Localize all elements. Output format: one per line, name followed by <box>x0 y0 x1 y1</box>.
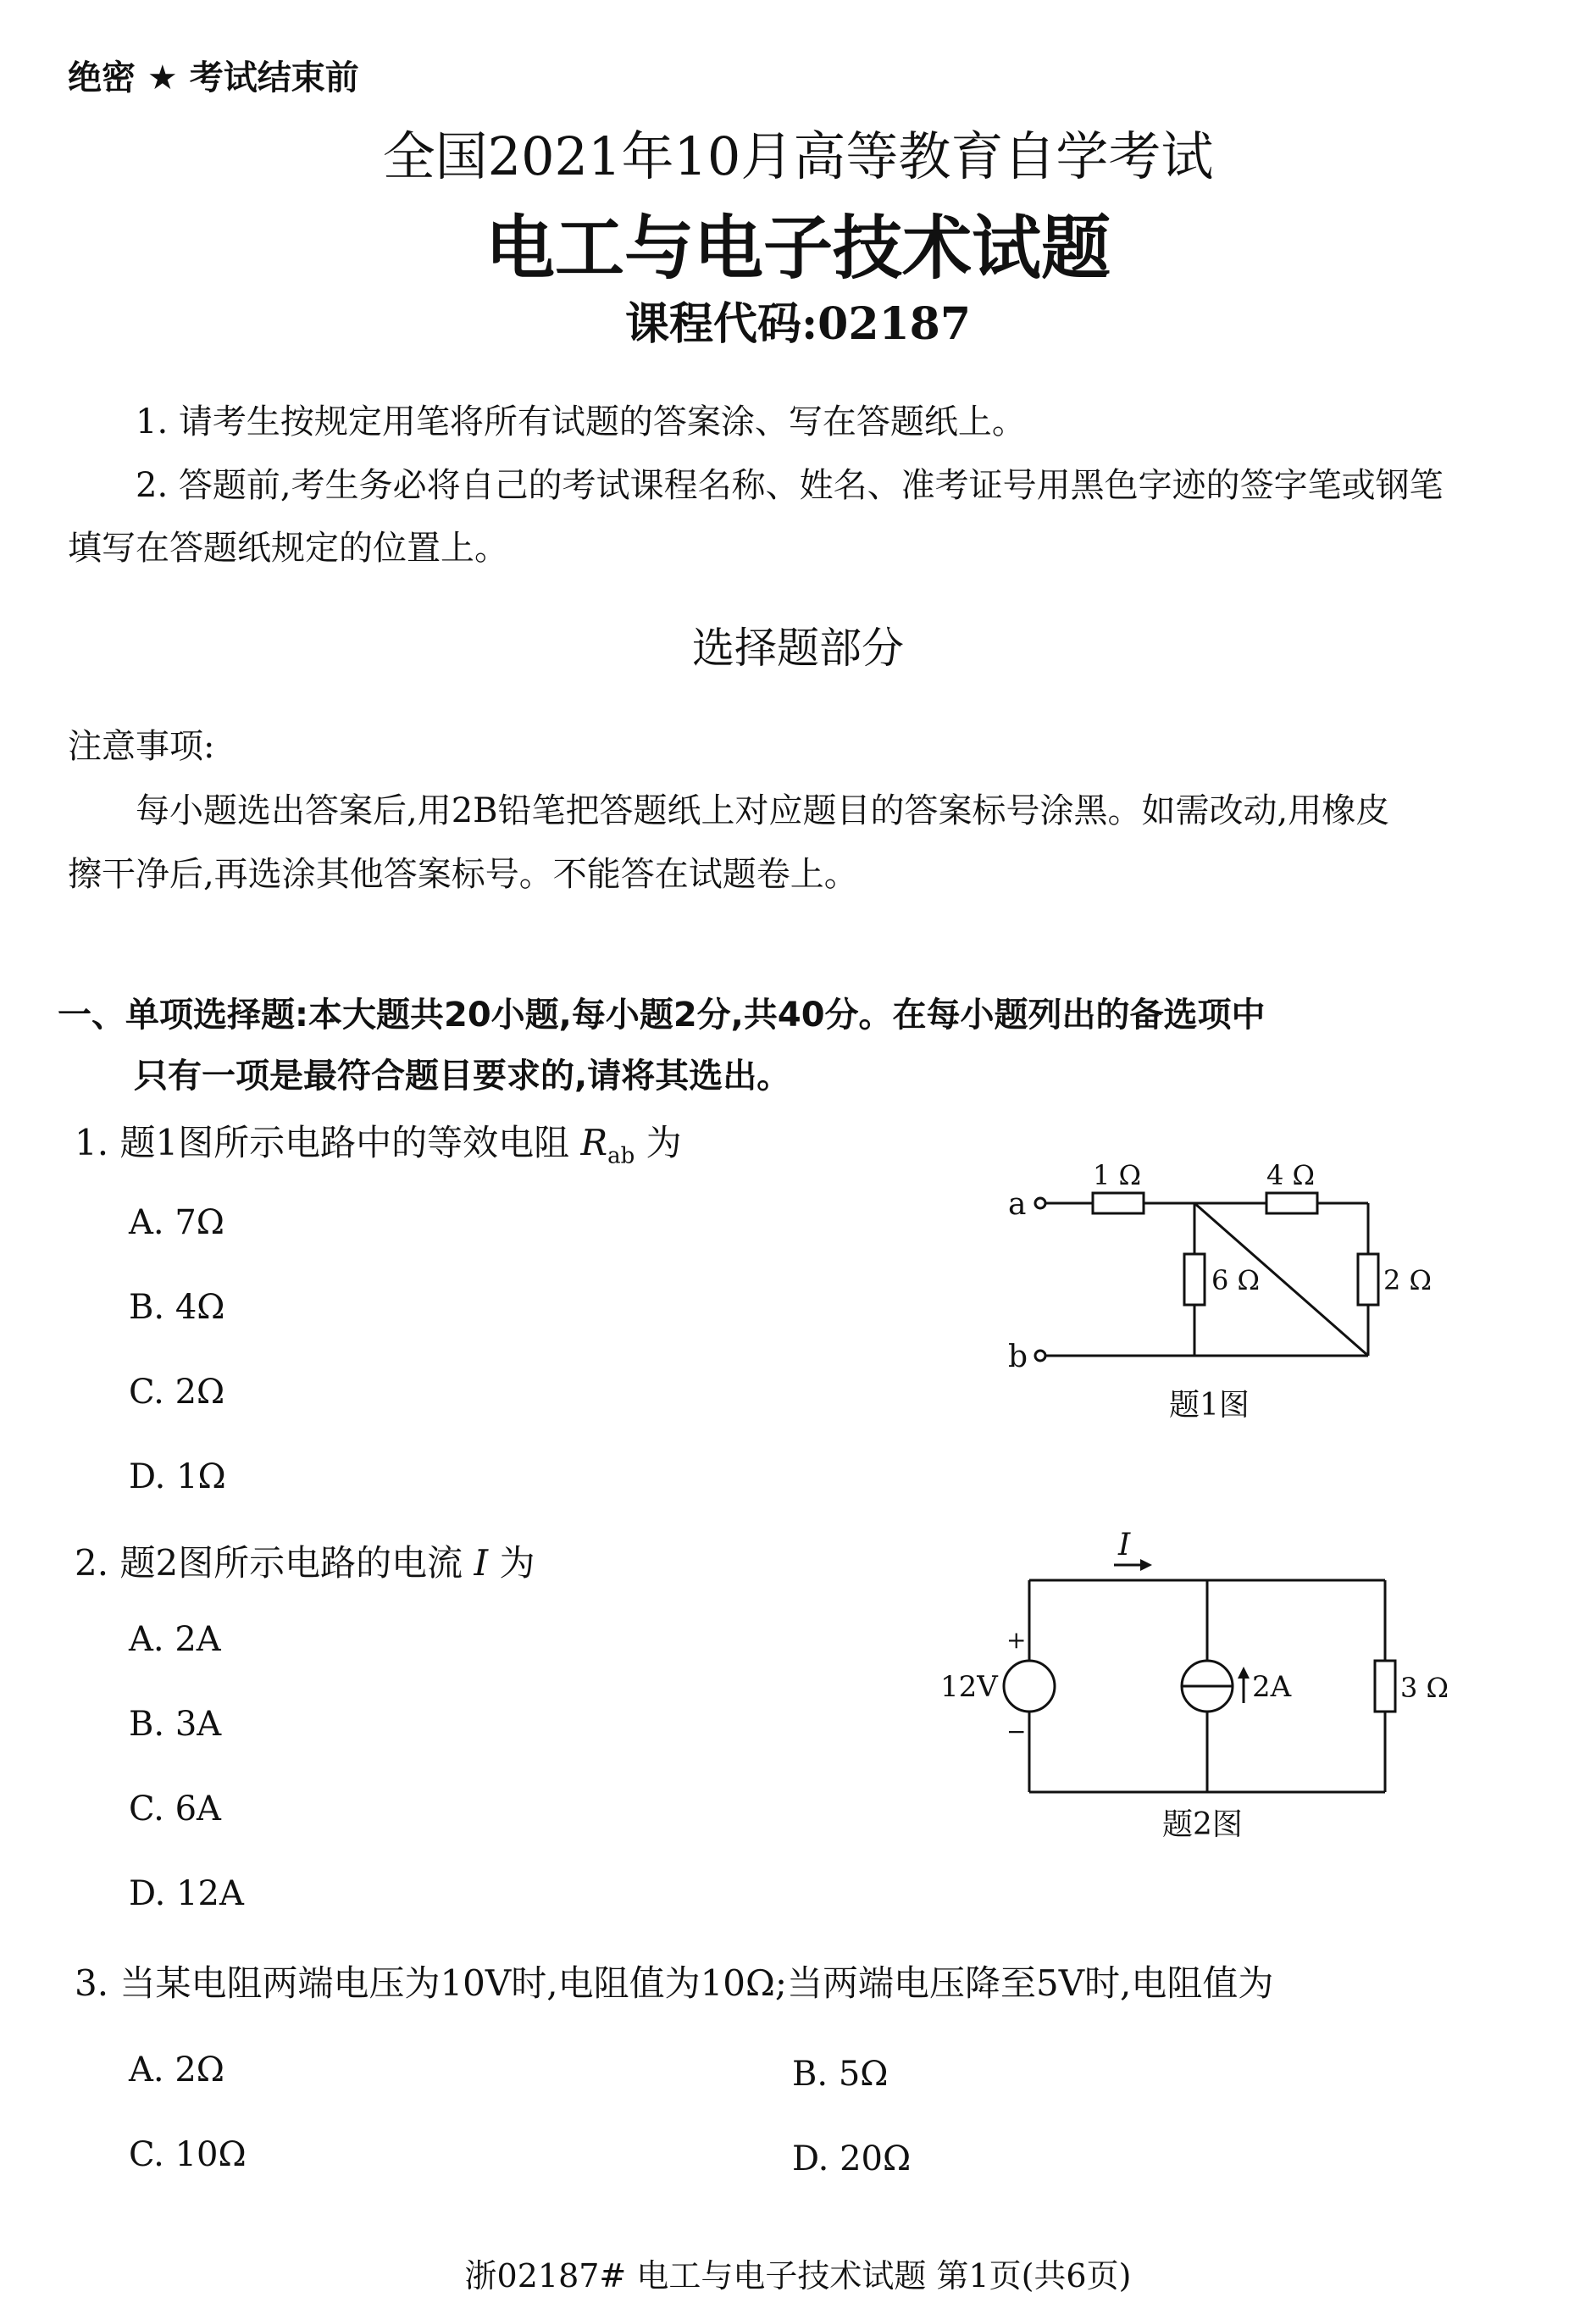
question-1-sub: ab <box>607 1143 635 1169</box>
fig1-r4-label: 2 Ω <box>1383 1264 1433 1296</box>
question-2-number: 2. <box>75 1542 109 1584</box>
fig1-caption: 题1图 <box>1169 1388 1250 1423</box>
fig2-current-source-label: 2A <box>1252 1670 1292 1704</box>
secrecy-label: 绝密 ★ 考试结束前 <box>68 58 359 97</box>
q1-option-a: A. 7Ω <box>129 1203 224 1242</box>
q2-option-b: B. 3A <box>129 1705 222 1744</box>
question-2-text-pre: 题2图所示电路的电流 <box>119 1542 474 1584</box>
fig1-label-b: b <box>1008 1340 1028 1374</box>
instruction-1: 1. 请考生按规定用笔将所有试题的答案涂、写在答题纸上。 <box>136 402 1026 441</box>
fig2-minus: − <box>1006 1717 1027 1745</box>
q3-option-b: B. 5Ω <box>792 2055 889 2094</box>
paper-title: 电工与电子技术试题 <box>485 208 1111 289</box>
page-footer: 浙02187# 电工与电子技术试题 第1页(共6页) <box>464 2257 1132 2295</box>
q3-option-d: D. 20Ω <box>792 2139 912 2178</box>
current-arrow-icon <box>1140 1559 1152 1571</box>
fig1-r1-label: 1 Ω <box>1093 1159 1142 1191</box>
notes-line-1: 每小题选出答案后,用2B铅笔把答题纸上对应题目的答案标号涂黑。如需改动,用橡皮 <box>136 791 1390 830</box>
question-1-var: R <box>580 1122 608 1163</box>
part1-heading-line1: 一、单项选择题:本大题共20小题,每小题2分,共40分。在每小题列出的备选项中 <box>58 996 1266 1035</box>
question-3-text: 当某电阻两端电压为10V时,电阻值为10Ω;当两端电压降至5V时,电阻值为 <box>119 1962 1274 2004</box>
fig1-r2-label: 4 Ω <box>1266 1159 1316 1191</box>
question-3 <box>75 1956 1582 2006</box>
question-3-number: 3. <box>75 1962 109 2004</box>
question-2-var: I <box>474 1542 489 1584</box>
exam-title: 全国2021年10月高等教育自学考试 <box>382 125 1214 187</box>
fig1-label-a: a <box>1008 1187 1027 1222</box>
source-arrow-icon <box>1238 1667 1250 1679</box>
question-2-text-post: 为 <box>488 1542 535 1584</box>
figure-2-circuit <box>923 1521 1499 1843</box>
fig2-plus: + <box>1006 1626 1027 1654</box>
section-title: 选择题部分 <box>692 624 904 673</box>
q3-option-a: A. 2Ω <box>129 2050 224 2089</box>
question-1-text-pre: 题1图所示电路中的等效电阻 <box>119 1122 581 1163</box>
q1-option-d: D. 1Ω <box>129 1457 226 1496</box>
question-2 <box>75 1535 837 1586</box>
notes-line-2: 擦干净后,再选涂其他答案标号。不能答在试题卷上。 <box>68 855 858 894</box>
question-1-number: 1. <box>75 1122 109 1163</box>
instruction-2b: 填写在答题纸规定的位置上。 <box>68 529 508 568</box>
q2-option-c: C. 6A <box>129 1790 221 1828</box>
instruction-2a: 2. 答题前,考生务必将自己的考试课程名称、姓名、准考证号用黑色字迹的签字笔或钢笔 <box>136 466 1444 505</box>
part1-heading-line2: 只有一项是最符合题目要求的,请将其选出。 <box>134 1057 791 1096</box>
fig2-caption: 题2图 <box>1162 1807 1243 1842</box>
fig1-r3-label: 6 Ω <box>1211 1264 1261 1296</box>
fig2-voltage-label: 12V <box>940 1670 998 1704</box>
notes-label: 注意事项: <box>68 727 215 766</box>
q1-option-c: C. 2Ω <box>129 1373 225 1412</box>
q2-option-a: A. 2A <box>129 1620 221 1659</box>
fig2-current-label: I <box>1118 1528 1131 1562</box>
q1-option-b: B. 4Ω <box>129 1288 225 1327</box>
fig2-resistor-label: 3 Ω <box>1400 1672 1449 1704</box>
course-code: 课程代码:02187 <box>624 298 972 350</box>
q3-option-c: C. 10Ω <box>129 2135 247 2174</box>
q2-option-d: D. 12A <box>129 1874 244 1913</box>
figure-1-circuit <box>974 1135 1482 1423</box>
question-1 <box>75 1115 837 1168</box>
question-1-text-post: 为 <box>635 1122 682 1163</box>
